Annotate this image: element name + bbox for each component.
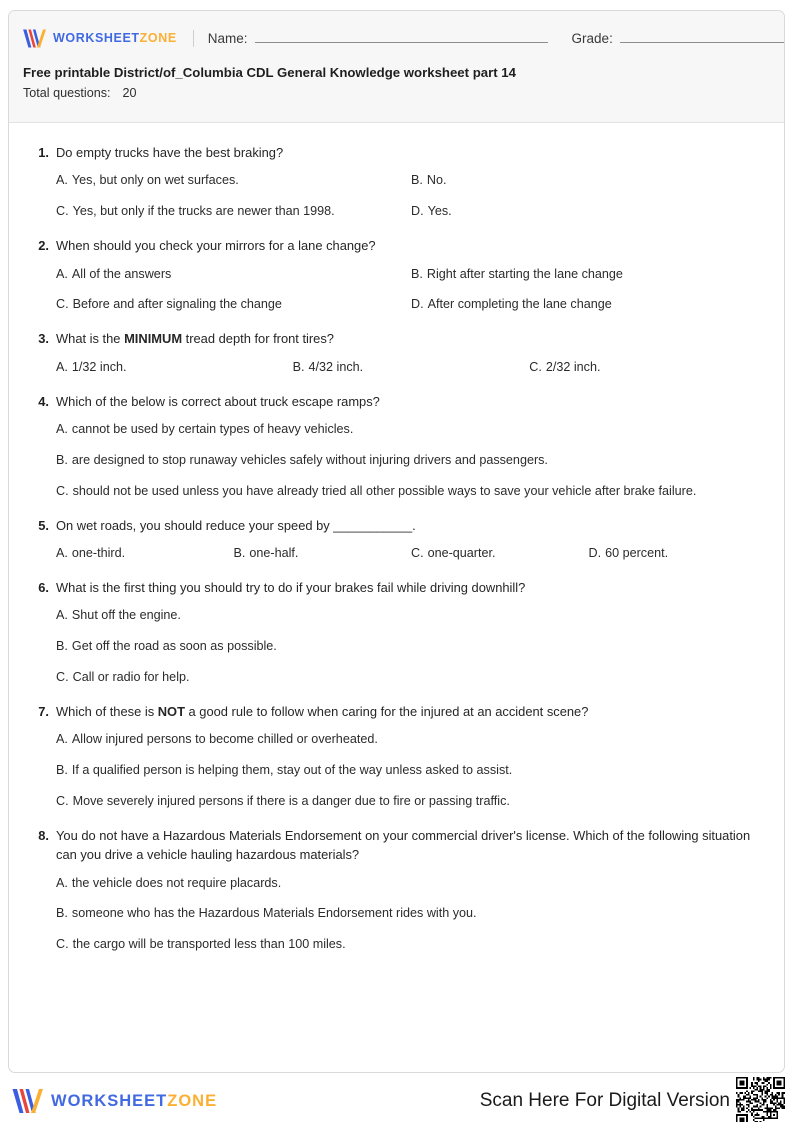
worksheet-footer <box>0 1080 793 1122</box>
question-text: On wet roads, you should reduce your speed by ___________. <box>56 517 416 533</box>
worksheet-zone-w-logo-icon <box>10 1087 44 1115</box>
option-item[interactable] <box>234 544 412 563</box>
option-letter: A. <box>56 266 68 281</box>
option-item[interactable] <box>589 544 767 563</box>
option-letter: A. <box>56 732 68 747</box>
question-text-emphasis: NOT <box>157 703 185 719</box>
question-number: 8. <box>38 827 49 843</box>
qr-code-icon[interactable] <box>736 1077 785 1122</box>
grade-input-line[interactable] <box>620 30 785 43</box>
question-header <box>27 236 766 255</box>
name-field-group <box>208 30 548 46</box>
worksheet-header <box>9 11 784 123</box>
option-item[interactable] <box>56 792 766 811</box>
option-item[interactable] <box>56 761 766 780</box>
worksheet-card <box>8 10 785 1073</box>
question-header <box>27 392 766 411</box>
question-item <box>27 143 766 221</box>
question-item <box>27 329 766 376</box>
footer-brand-word-worksheet: WORKSHEET <box>51 1091 168 1110</box>
option-letter: B. <box>56 639 68 654</box>
option-letter: B. <box>56 452 68 467</box>
option-item[interactable] <box>56 420 766 439</box>
option-text: Right after starting the lane change <box>426 266 623 281</box>
question-text: What is the first thing you should try to do if your brakes fail while driving downhill? <box>56 579 526 595</box>
question-header <box>27 826 766 865</box>
option-letter: D. <box>411 204 424 219</box>
option-text: are designed to stop runaway vehicles safely without injuring drivers and passengers. <box>71 452 548 467</box>
page-title: Free printable District/of_Columbia CDL General Knowledge worksheet part 14 <box>23 65 516 80</box>
option-text: Move severely injured persons if there is a danger due to fire or passing traffic. <box>72 793 510 808</box>
question-item <box>27 578 766 687</box>
question-number: 2. <box>38 238 49 254</box>
question-text <box>56 702 766 721</box>
footer-brand-word-zone: ZONE <box>167 1091 218 1110</box>
option-letter: C. <box>56 669 69 684</box>
question-number: 4. <box>38 393 49 409</box>
option-letter: B. <box>411 173 423 188</box>
option-item[interactable] <box>56 295 411 314</box>
option-item[interactable] <box>56 874 766 893</box>
option-list <box>56 874 766 955</box>
total-questions-label: Total questions: <box>23 86 111 101</box>
option-item[interactable] <box>411 265 766 284</box>
option-text: Yes, but only on wet surfaces. <box>71 173 239 188</box>
question-text: Do empty trucks have the best braking? <box>56 145 284 160</box>
option-text: 60 percent. <box>605 545 669 560</box>
option-text: Before and after signaling the change <box>72 297 282 312</box>
option-text: Get off the road as soon as possible. <box>71 639 277 654</box>
question-item <box>27 826 766 954</box>
option-list <box>56 544 766 563</box>
option-letter: C. <box>529 359 542 374</box>
option-letter: D. <box>411 297 424 312</box>
option-text: No. <box>426 173 447 188</box>
option-letter: C. <box>56 483 69 498</box>
question-text <box>56 329 766 348</box>
question-text: Which of the below is correct about truck escape ramps? <box>56 393 380 409</box>
question-text: When should you check your mirrors for a lane change? <box>56 238 376 254</box>
question-text-pre: Which of these is <box>56 703 158 719</box>
question-number: 6. <box>38 579 49 595</box>
question-number: 7. <box>38 703 49 719</box>
question-item <box>27 702 766 811</box>
option-text: the vehicle does not require placards. <box>71 875 282 890</box>
option-item[interactable] <box>56 668 766 687</box>
question-number: 3. <box>38 331 49 347</box>
question-text: You do not have a Hazardous Materials Endorsement on your commercial driver's license. Which of the following situation can you drive a vehicle hauling hazardous materials? <box>56 827 751 863</box>
option-item[interactable] <box>56 730 766 749</box>
option-list <box>56 171 766 221</box>
header-top-row <box>9 11 784 51</box>
option-list <box>56 265 766 315</box>
option-letter: A. <box>56 545 68 560</box>
option-item[interactable] <box>411 295 766 314</box>
option-text: Allow injured persons to become chilled or overheated. <box>71 732 378 747</box>
option-item[interactable] <box>56 358 293 377</box>
option-item[interactable] <box>56 935 766 954</box>
option-letter: A. <box>56 608 68 623</box>
question-number: 5. <box>38 517 49 533</box>
option-item[interactable] <box>56 451 766 470</box>
option-text: should not be used unless you have already tried all other possible ways to save your vehicle after brake failure. <box>72 483 697 498</box>
option-letter: C. <box>56 937 69 952</box>
option-item[interactable] <box>293 358 530 377</box>
option-text: Yes, but only if the trucks are newer than 1998. <box>72 204 335 219</box>
option-item[interactable] <box>56 637 766 656</box>
header-brand-logo <box>21 28 177 49</box>
question-text-pre: What is the <box>56 331 125 347</box>
option-text: All of the answers <box>71 266 172 281</box>
grade-label: Grade: <box>571 31 613 46</box>
brand-word-worksheet: WORKSHEET <box>53 31 140 45</box>
option-text: someone who has the Hazardous Materials Endorsement rides with you. <box>71 906 477 921</box>
option-item[interactable] <box>411 171 766 190</box>
question-item <box>27 392 766 501</box>
question-item <box>27 236 766 314</box>
option-letter: A. <box>56 359 68 374</box>
option-item[interactable] <box>56 904 766 923</box>
option-item[interactable] <box>411 202 766 221</box>
worksheet-zone-w-logo-icon <box>21 28 47 49</box>
option-letter: C. <box>56 297 69 312</box>
option-letter: B. <box>233 545 246 560</box>
option-letter: C. <box>56 793 69 808</box>
brand-word-zone: ZONE <box>139 31 177 45</box>
option-letter: C. <box>56 204 69 219</box>
option-text: the cargo will be transported less than 100 miles. <box>72 937 346 952</box>
option-text: one-half. <box>249 545 299 560</box>
name-input-line[interactable] <box>255 30 548 43</box>
scan-here-label: Scan Here For Digital Version <box>479 1090 730 1111</box>
option-text: 4/32 inch. <box>308 359 364 374</box>
option-item[interactable] <box>56 265 411 284</box>
option-text: 2/32 inch. <box>545 359 601 374</box>
option-letter: B. <box>292 359 305 374</box>
option-text: After completing the lane change <box>427 297 612 312</box>
option-text: Shut off the engine. <box>71 608 181 623</box>
option-text: one-quarter. <box>427 545 496 560</box>
question-item <box>27 516 766 563</box>
option-text: 1/32 inch. <box>71 359 127 374</box>
header-divider <box>193 30 194 47</box>
option-list <box>56 358 766 377</box>
questions-list <box>9 123 784 979</box>
option-list <box>56 420 766 501</box>
name-label: Name: <box>207 31 248 46</box>
option-item[interactable] <box>529 358 766 377</box>
option-letter: D. <box>588 545 602 560</box>
option-letter: B. <box>56 906 68 921</box>
option-letter: A. <box>56 173 68 188</box>
footer-brand-wordmark <box>51 1092 217 1111</box>
option-text: cannot be used by certain types of heavy vehicles. <box>71 421 354 436</box>
brand-wordmark <box>53 31 177 45</box>
question-header <box>27 578 766 597</box>
question-header <box>27 702 766 721</box>
option-item[interactable] <box>56 202 411 221</box>
option-item[interactable] <box>56 606 766 625</box>
question-number: 1. <box>38 145 49 160</box>
option-text: one-third. <box>71 545 126 560</box>
option-letter: A. <box>56 875 68 890</box>
option-text: Call or radio for help. <box>72 669 190 684</box>
option-item[interactable] <box>411 544 589 563</box>
option-list <box>56 730 766 811</box>
option-letter: A. <box>56 421 68 436</box>
total-questions-value: 20 <box>122 86 137 101</box>
question-header <box>27 516 766 535</box>
question-text-post: tread depth for front tires? <box>182 331 334 347</box>
option-text: If a qualified person is helping them, stay out of the way unless asked to assist. <box>71 763 513 778</box>
option-item[interactable] <box>56 171 411 190</box>
option-list <box>56 606 766 687</box>
option-letter: B. <box>56 763 68 778</box>
question-text-emphasis: MINIMUM <box>124 331 183 347</box>
footer-brand-logo <box>10 1087 217 1115</box>
question-text-post: a good rule to follow when caring for the injured at an accident scene? <box>184 703 589 719</box>
option-letter: C. <box>411 545 424 560</box>
grade-field-group <box>572 30 785 46</box>
question-header <box>27 143 766 162</box>
option-letter: B. <box>411 266 423 281</box>
option-text: Yes. <box>427 204 452 219</box>
title-block <box>9 51 784 100</box>
option-item[interactable] <box>56 482 766 501</box>
question-header <box>27 329 766 348</box>
option-item[interactable] <box>56 544 234 563</box>
total-questions-row <box>23 86 784 100</box>
